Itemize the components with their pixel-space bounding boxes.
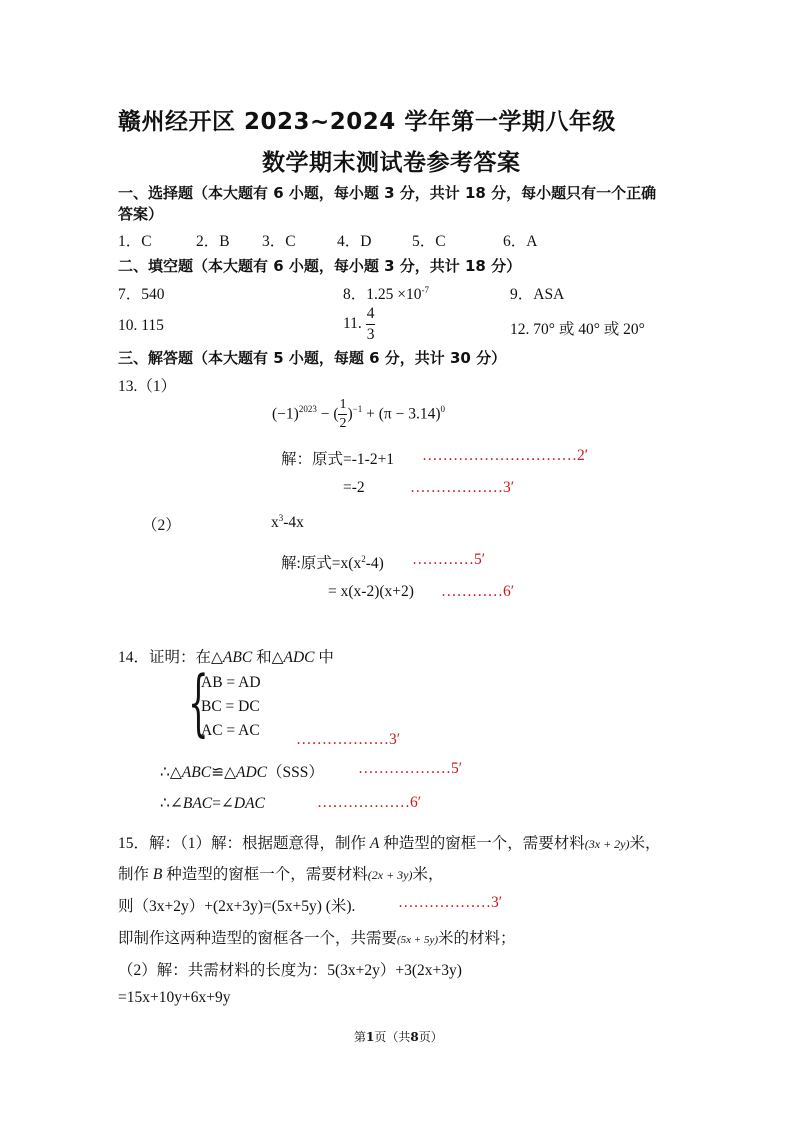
title-line-2: 数学期末测试卷参考答案 [262, 150, 521, 176]
section-1-heading-cont: 答案） [118, 205, 164, 223]
q13-solution-4: = x(x-2)(x+2) [328, 583, 414, 600]
section-3-heading: 三、解答题（本大题有 5 小题，每题 6 分，共计 30 分） [118, 349, 507, 367]
q13-score-mark-1: …………………………2′ [422, 447, 589, 464]
q15-line-2: 制作 B 种造型的窗框一个，需要材料(2x + 3y)米， [118, 866, 444, 883]
page-footer: 第1页（共8页） [354, 1030, 443, 1044]
answer-7: 7．540 [118, 286, 165, 303]
answer-4: 4．D [337, 233, 372, 250]
q15-score-mark-1: ………………3′ [398, 894, 503, 911]
answer-6: 6．A [503, 233, 538, 250]
q13-part2-expression: $x^3-4x$ [271, 513, 304, 532]
q15-line-4: 即制作这两种造型的窗框各一个，共需要(5x + 5y)米的材料； [118, 930, 516, 947]
q13-solution-1: 解：原式=-1-2+1 [281, 451, 395, 468]
answer-11: 11. $\frac{4}{3}$ [343, 305, 375, 343]
answer-1: 1．C [118, 233, 152, 250]
answer-3: 3．C [262, 233, 296, 250]
q13-solution-3: 解:原式$=x(x^2-4)$ [281, 553, 384, 572]
q13-label: 13.（1） [118, 378, 177, 395]
answer-9: 9．ASA [510, 286, 565, 303]
q13-score-mark-2: ………………3′ [410, 479, 515, 496]
q15-line-3: 则（3x+2y）+(2x+3y)=(5x+5y) (米). [118, 898, 356, 915]
q15-line-6: =15x+10y+6x+9y [118, 989, 231, 1006]
section-2-heading: 二、填空题（本大题有 6 小题，每小题 3 分，共计 18 分） [118, 257, 522, 275]
q13-score-mark-3: …………5′ [412, 551, 486, 568]
q14-score-mark-1: ………………3′ [296, 731, 401, 748]
q13-expression: $(-1)^{2023}$ − ( $\frac{1}{2}$ )$^{-1} + (\pi - 3.14)^0$ [272, 397, 445, 431]
system-brace: { [188, 660, 209, 744]
answer-12: 12. 70° 或 40° 或 20° [510, 321, 645, 338]
answer-5: 5．C [412, 233, 446, 250]
q15-line-1: 15．解：（1）解：根据题意得，制作 A 种造型的窗框一个，需要材料(3x + 2y)米， [118, 835, 661, 852]
answer-2: 2．B [196, 233, 230, 250]
q13-score-mark-4: …………6′ [441, 583, 515, 600]
q14-score-mark-3: ………………6′ [317, 794, 422, 811]
fraction-4-3: $\frac{4}{3}$ [366, 305, 375, 343]
q14-conclusion-2: ∴∠BAC=∠DAC [160, 795, 265, 812]
q14-equation-3: AC = AC [201, 722, 260, 739]
q14-intro: 14．证明：在△ABC 和△ADC 中 [118, 649, 334, 666]
q14-score-mark-2: ………………5′ [358, 760, 463, 777]
answer-8: 8．$1.25 \times 10^{-7}$ [343, 284, 429, 303]
q13-part2-label: （2） [142, 517, 181, 534]
q15-line-5: （2）解：共需材料的长度为：5(3x+2y）+3(2x+3y) [118, 962, 462, 979]
q14-equation-1: AB = AD [201, 674, 261, 691]
q14-conclusion-1: ∴△ABC≌△ADC（SSS） [160, 764, 324, 781]
section-1-heading: 一、选择题（本大题有 6 小题，每小题 3 分，共计 18 分，每小题只有一个正确 [118, 184, 657, 202]
q14-equation-2: BC = DC [201, 698, 260, 715]
q13-solution-2: =-2 [343, 479, 365, 496]
title-line-1: 赣州经开区 2023~2024 学年第一学期八年级 [118, 109, 616, 135]
answer-10: 10. 115 [118, 317, 164, 334]
